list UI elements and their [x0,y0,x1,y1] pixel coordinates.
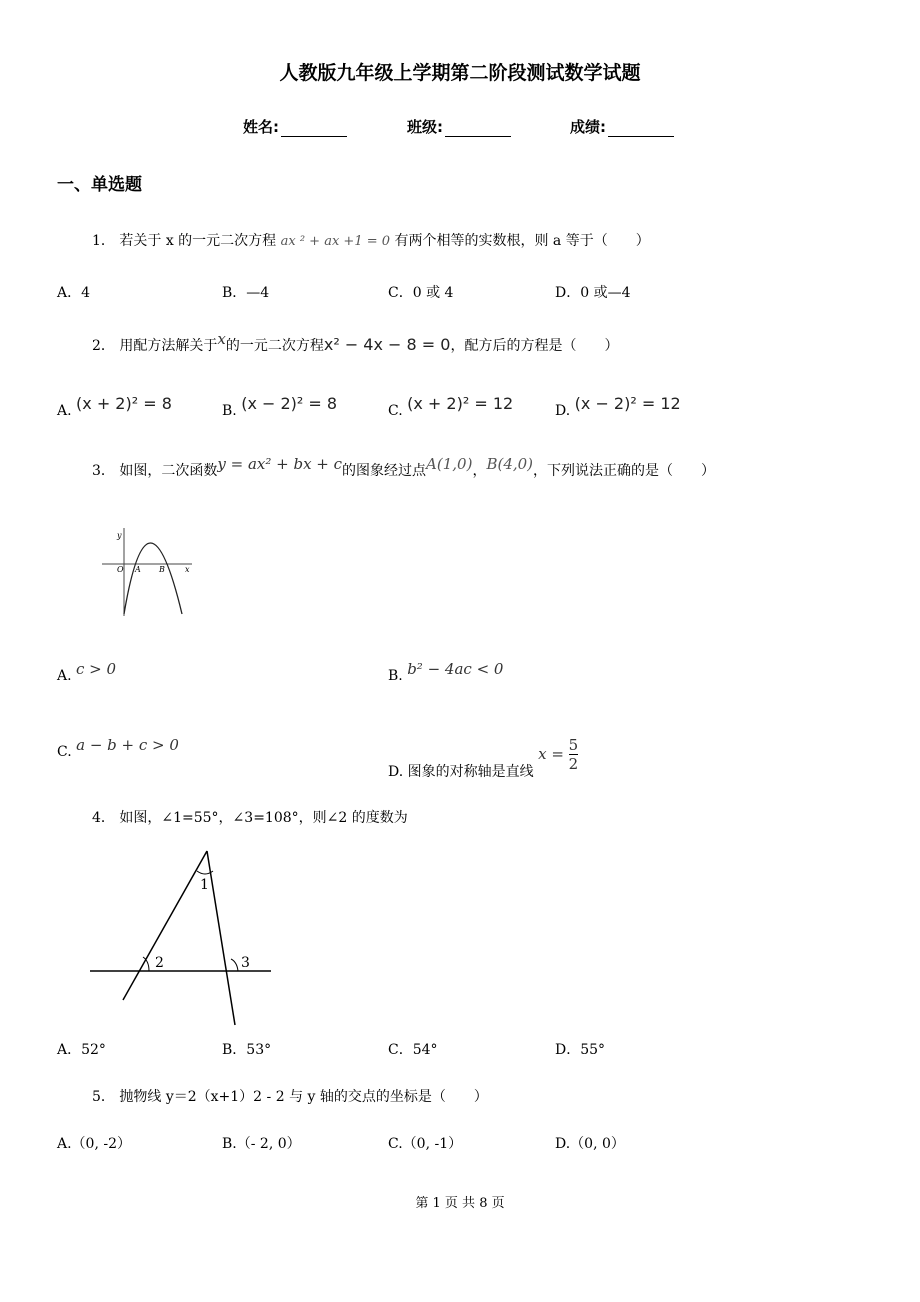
option-letter: C. [388,403,403,419]
option-letter: A. [57,403,72,419]
option-letter: B. [222,403,237,419]
option-formula: (x − 2)² = 8 [241,394,338,413]
question-2 [92,330,619,355]
point-a-label: A [135,565,141,574]
option-d [388,736,579,780]
angle-1-label: 1 [200,877,209,893]
option-c [57,736,179,760]
option-formula: (x + 2)² = 12 [407,394,514,413]
angle-figure [85,845,275,1030]
question-text: ，下列说法正确的是（ ） [533,463,716,479]
question-number: 3． [92,463,115,479]
option-letter: A. [57,668,72,684]
option-formula: b² − 4ac < 0 [407,660,504,678]
option-b [222,394,338,419]
option-formula: a − b + c > 0 [76,736,179,754]
section-heading: 一、单选题 [57,175,142,195]
page-title: 人教版九年级上学期第二阶段测试数学试题 [279,62,641,84]
function-formula: y = ax² + bx + c [217,455,343,473]
option-d: D．55° [555,1042,606,1058]
question-text: ，配方后的方程是（ ） [450,338,619,354]
option-b: B.（- 2, 0） [222,1136,301,1152]
point-a: A(1,0) [426,455,473,473]
option-formula: (x + 2)² = 8 [76,394,172,413]
y-label: y [117,531,122,540]
score-field [570,116,674,137]
option-d: D.（0, 0） [555,1136,625,1152]
option-b [388,660,504,684]
option-a: A．4 [57,285,91,301]
option-text: 图象的对称轴是直线 [407,763,534,780]
class-blank [445,122,511,137]
page-footer: 第 1 页 共 8 页 [415,1196,505,1211]
option-c: C．0 或 4 [388,285,454,301]
question-number: 4． [92,810,115,826]
point-b: B(4,0) [486,455,534,473]
option-c: C．54° [388,1042,438,1058]
fraction [569,736,579,773]
axis-formula [538,736,579,773]
question-4 [92,807,408,827]
question-number: 1． [92,233,115,249]
question-text: 抛物线 y＝2（x+1）2 - 2 与 y 轴的交点的坐标是（ ） [119,1089,488,1105]
angle-3-arc [231,959,238,971]
point-b-label: B [159,565,165,574]
option-c [388,394,514,419]
option-d: D．0 或—4 [555,285,631,301]
angle-3-label: 3 [241,955,250,971]
numerator: 5 [568,736,579,754]
option-letter: B. [388,668,403,684]
question-text: 的图象经过点 [342,463,427,479]
option-a [57,660,117,684]
question-number: 2． [92,338,115,354]
name-blank [281,122,347,137]
denominator: 2 [568,755,579,773]
question-5 [92,1086,488,1106]
option-d [555,394,681,419]
question-text: 如图，二次函数 [119,463,218,479]
name-field [243,116,347,137]
option-a: A.（0, -2） [57,1136,132,1152]
right-line [207,851,235,1025]
option-letter: C. [57,744,72,760]
question-3 [92,455,716,480]
name-label: 姓名: [243,118,279,136]
question-text: 用配方法解关于 [119,338,218,354]
question-text: 有两个相等的实数根，则 a 等于（ ） [394,233,650,249]
class-label: 班级: [407,118,443,136]
parabola-graph [96,522,196,618]
variable: x [217,330,226,348]
origin-label: O [117,565,124,574]
option-formula: (x − 2)² = 12 [574,394,681,413]
question-text: 的一元二次方程 [225,338,324,354]
equation: x² − 4x − 8 = 0 [323,335,451,354]
option-letter: D. [555,403,571,419]
axis-x: x = [538,744,564,763]
parabola-curve [124,543,182,614]
option-formula: c > 0 [76,660,117,678]
question-number: 5． [92,1089,115,1105]
angle-2-label: 2 [155,955,164,971]
option-a [57,394,172,419]
option-letter: D. [388,763,404,780]
left-line [123,851,207,1000]
option-a: A．52° [57,1042,106,1058]
comma: ， [472,463,487,479]
question-text: 若关于 x 的一元二次方程 [119,233,277,249]
option-b: B．53° [222,1042,272,1058]
option-b: B．—4 [222,285,270,301]
x-label: x [185,565,190,574]
question-1 [92,230,650,250]
equation: ax ² + ax +1 = 0 [280,234,391,249]
option-c: C.（0, -1） [388,1136,463,1152]
question-text: 如图，∠1=55°，∠3=108°，则∠2 的度数为 [119,810,408,826]
class-field [407,116,511,137]
score-blank [608,122,674,137]
score-label: 成绩: [570,118,606,136]
